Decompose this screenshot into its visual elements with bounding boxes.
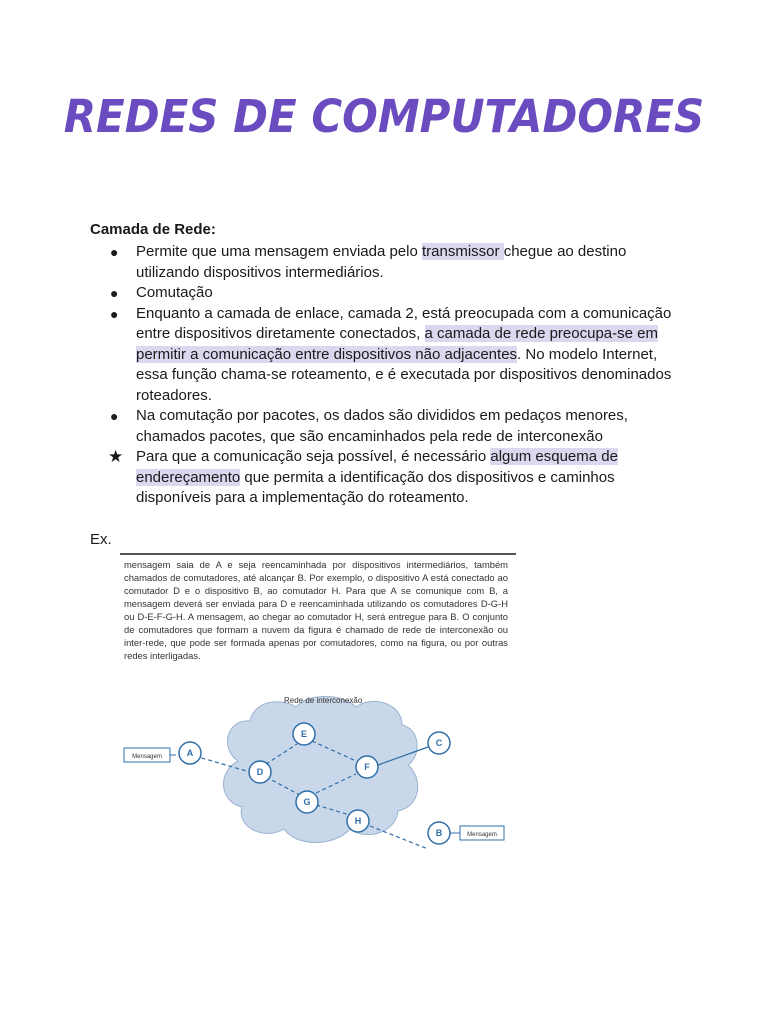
node-B-label: B <box>435 828 443 838</box>
section-heading: Camada de Rede: <box>90 221 216 238</box>
node-B <box>428 822 450 844</box>
node-D <box>249 761 271 783</box>
list-item <box>90 283 690 304</box>
node-F-label: F <box>364 762 370 772</box>
star-bullet-icon: ★ <box>108 447 124 466</box>
node-G-label: G <box>303 797 311 807</box>
item-text: Comutação <box>136 284 213 301</box>
bullet-icon: ● <box>110 305 119 322</box>
message-label-right: Mensagem <box>467 832 497 838</box>
item-text: Para que a comunicação seja possível, é necessário <box>136 448 491 465</box>
node-E-label: E <box>300 729 308 739</box>
item-text: Na comutação por pacotes, os dados são divididos em pedaços menores, chamados pacotes, que são encaminhados pela rede de interconexão <box>136 407 628 445</box>
network-diagram <box>120 691 516 853</box>
document-title: REDES DE COMPUTADORES <box>63 90 705 143</box>
item-text: . No modelo Internet, essa função chama-se roteamento, e é executada por dispositivos denominados roteadores. <box>136 345 672 404</box>
item-text: Enquanto a camada de enlace, camada 2, está preocupada com a comunicação entre dispositivos diretamente conectados, <box>136 304 672 342</box>
highlighted-text: algum esquema de endereçamento <box>136 448 618 486</box>
message-box-right <box>460 826 504 840</box>
highlighted-text: a camada de rede preocupa-se em permitir a comunicação entre dispositivos não adjacentes <box>136 325 658 363</box>
item-text: chegue ao destino utilizando dispositivos intermediários. <box>136 243 627 281</box>
list-item <box>90 406 690 447</box>
node-A <box>179 742 201 764</box>
node-E <box>293 723 315 745</box>
example-label: Ex. <box>90 531 112 548</box>
highlighted-text: transmissor <box>422 243 504 260</box>
bullet-icon: ● <box>110 244 119 260</box>
list-item <box>90 304 690 407</box>
message-label-left: Mensagem <box>132 754 162 760</box>
figure-top-rule <box>120 553 516 555</box>
network-figure <box>120 553 516 853</box>
item-text: que permita a identificação dos dispositivos e caminhos disponíveis para a implementação do roteamento. <box>136 468 615 506</box>
figure-paragraph: mensagem saia de A e seja reencaminhada por dispositivos intermediários, também chamados de comutadores, até alcançar B. Por exemplo, o dispositivo A está conectado ao comutador D e o dispositivo B, ao comutador H. Para que A se comunique com B, a mensagem deverá ser enviada para D e reencaminhada utilizando os comutadores D-G-H ou D-E-F-G-H. A mensagem, ao chegar ao comutador H, será entregue para B. O conjunto de comutadores que formam a nuvem da figura é chamado de rede de interconexão ou inter-rede, que pode ser formada apenas por comutadores, como na figura, ou por outras redes interligadas. <box>124 559 508 661</box>
message-box-left <box>124 748 170 762</box>
node-C <box>428 732 450 754</box>
node-F <box>356 756 378 778</box>
node-C-label: C <box>435 738 443 748</box>
bullet-list <box>90 242 690 509</box>
cloud-label: Rede de interconexão <box>284 696 363 705</box>
node-A-label: A <box>186 748 194 758</box>
item-text: Permite que uma mensagem enviada pelo <box>136 243 422 260</box>
node-G <box>296 791 318 813</box>
node-D-label: D <box>256 767 264 777</box>
node-H-label: H <box>354 816 362 826</box>
list-item <box>90 447 690 509</box>
node-H <box>347 810 369 832</box>
bullet-icon: ● <box>110 285 119 301</box>
bullet-icon: ● <box>110 408 119 424</box>
link-H-B <box>370 826 428 849</box>
list-item <box>90 242 690 283</box>
